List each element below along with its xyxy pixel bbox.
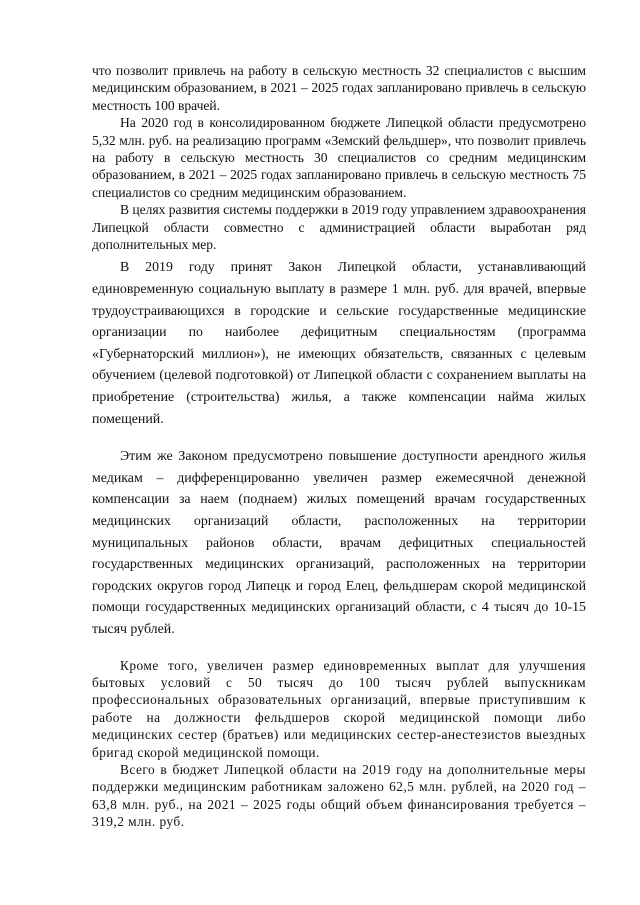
paragraph-5: Этим же Законом предусмотрено повышение доступности арендного жилья медикам – дифференцированно увеличен размер ежемесячной денежной компенсации за наем (поднаем) жилых помещений врачам государственных медицинских организаций области, расположенных на территории муниципальных районов области, врачам дефицитных специальностей государственных медицинских организаций, расположенных на территории городских округов город Липецк и город Елец, фельдшерам скорой медицинской помощи государственных медицинских организаций области, с 4 тысяч до 10-15 тысяч рублей. [92,449,586,637]
paragraph-4: В 2019 году принят Закон Липецкой области, устанавливающий единовременную социальную выплату в размере 1 млн. руб. для врачей, впервые трудоустраивающихся в городские и сельские государственные медицинские организации по наиболее дефицитным специальностям (программа «Губернаторский миллион»), не имеющих обязательств, связанных с целевым обучением (целевой подготовкой) от Липецкой области с сохранением выплаты на приобретение (строительства) жилья, а также компенсации найма жилых помещений. [92,260,586,427]
paragraph-6: Кроме того, увеличен размер единовременных выплат для улучшения бытовых условий с 50 тысяч до 100 тысяч рублей выпускникам профессиональных образовательных организаций, впервые приступившим к работе на должности фельдшеров скорой медицинской помощи либо медицинских сестер (братьев) или медицинских сестер-анестезистов выездных бригад скорой медицинской помощи. [92,657,586,760]
paragraph-1: что позволит привлечь на работу в сельскую местность 32 специалистов с высшим медицинским образованием, в 2021 – 2025 годах запланировано привлечь в сельскую местность 100 врачей. [92,63,586,113]
paragraph-7: Всего в бюджет Липецкой области на 2019 году на дополнительные меры поддержки медицинским работникам заложено 62,5 млн. рублей, на 2020 год – 63,8 млн. руб., на 2021 – 2025 годы общий объем финансирования требуется – 319,2 млн. руб. [92,762,586,830]
paragraph-2: На 2020 год в консолидированном бюджете Липецкой области предусмотрено 5,32 млн. руб. на реализацию программ «Земский фельдшер», что позволит привлечь на работу в сельскую местность 30 специалистов со средним медицинским образованием, в 2021 – 2025 годах запланировано привлечь в сельскую местность 75 специалистов со средним медицинским образованием. [92,115,586,200]
paragraph-3: В целях развития системы поддержки в 2019 году управлением здравоохранения Липецкой области совместно с администрацией области выработан ряд дополнительных мер. [92,202,586,253]
